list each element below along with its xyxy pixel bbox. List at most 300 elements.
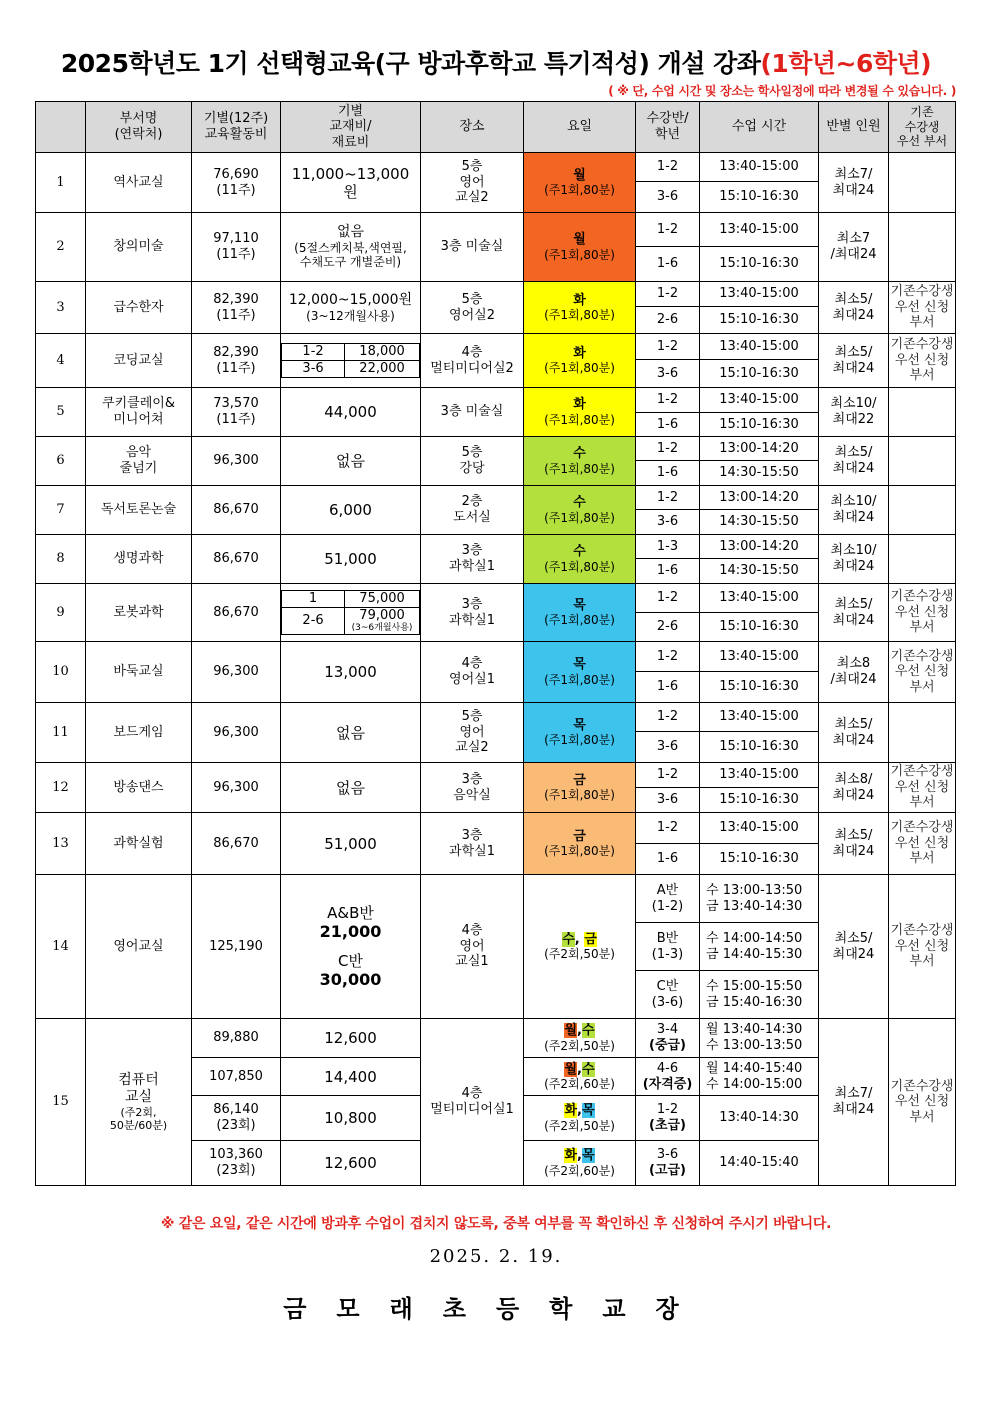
course-material: 13,000 <box>281 642 421 703</box>
row-number: 5 <box>36 388 86 437</box>
material-price-value: 79,000 <box>359 607 405 623</box>
course-place: 4층 멀티미디어실2 <box>421 334 524 388</box>
day-frequency: (주2회,60분) <box>544 1163 615 1178</box>
table-row <box>36 334 956 360</box>
class-time: 14:40-15:40 <box>700 1141 819 1186</box>
header-capacity: 반별 인원 <box>819 102 889 153</box>
class-time: 15:10-16:30 <box>700 182 819 213</box>
course-day <box>524 334 636 388</box>
fee-amount: 97,110 <box>213 231 259 247</box>
class-time: 13:40-14:30 <box>700 1096 819 1141</box>
table-row <box>36 153 956 182</box>
course-material: 없음 <box>281 703 421 763</box>
course-place: 3층 과학실1 <box>421 535 524 584</box>
course-material: 11,000~13,000 원 <box>281 153 421 213</box>
header-priority: 기존 수강생 우선 부서 <box>889 102 956 153</box>
class-capacity: 최소5/ 최대24 <box>819 813 889 875</box>
class-grade: 1-6 <box>636 672 700 703</box>
class-time: 14:30-15:50 <box>700 510 819 535</box>
class-grade: 1-3 <box>636 535 700 559</box>
course-fee <box>192 153 281 213</box>
class-time: 13:40-15:00 <box>700 584 819 613</box>
table-row <box>36 1019 956 1058</box>
class-time: 13:40-15:00 <box>700 763 819 788</box>
class-grade: 1-6 <box>636 559 700 584</box>
course-material: 10,800 <box>281 1096 421 1141</box>
day-label: 수 <box>573 544 586 559</box>
course-day <box>524 1019 636 1058</box>
table-row <box>36 703 956 732</box>
course-day <box>524 535 636 584</box>
class-capacity: 최소8 /최대24 <box>819 642 889 703</box>
table-row <box>36 213 956 247</box>
day-label: 목 <box>573 657 586 672</box>
fee-amount: 82,390 <box>213 344 259 360</box>
course-fee <box>192 584 281 642</box>
class-level: (초급) <box>649 1118 686 1133</box>
class-time: 월 13:40-14:30 수 13:00-13:50 <box>700 1019 819 1058</box>
class-grade-range: 3-4 <box>656 1022 679 1038</box>
material-price-note: (3~6개월사용) <box>351 623 413 634</box>
class-grade: 1-6 <box>636 413 700 437</box>
class-grade <box>636 1019 700 1058</box>
class-grade: 2-6 <box>636 613 700 642</box>
day-label: 월,수 <box>564 1023 595 1038</box>
course-material: 14,400 <box>281 1058 421 1096</box>
day-frequency: (주1회,80분) <box>544 613 615 628</box>
class-grade: 3-6 <box>636 360 700 388</box>
priority-cell: 기존수강생 우선 신청 부서 <box>889 875 956 1019</box>
course-fee <box>192 282 281 334</box>
course-place: 4층 영어 교실1 <box>421 875 524 1019</box>
class-level: (고급) <box>649 1163 686 1178</box>
course-material: 12,600 <box>281 1019 421 1058</box>
class-time: 13:40-15:00 <box>700 282 819 307</box>
fee-weeks: (23회) <box>216 1118 256 1133</box>
course-day <box>524 1141 636 1186</box>
class-capacity: 최소7/ 최대24 <box>819 1019 889 1186</box>
fee-weeks: (11주) <box>216 360 256 376</box>
fee-amount: 103,360 <box>209 1147 263 1163</box>
class-time: 15:10-16:30 <box>700 788 819 813</box>
class-grade: A반 (1-2) <box>636 875 700 923</box>
table-row <box>36 437 956 461</box>
course-fee <box>192 1019 281 1058</box>
day-first: 화 <box>564 1103 578 1118</box>
course-material: 6,000 <box>281 486 421 535</box>
class-level: (중급) <box>649 1038 686 1053</box>
row-number: 15 <box>36 1019 86 1186</box>
table-row <box>36 763 956 788</box>
class-time: 15:10-16:30 <box>700 844 819 875</box>
material-class-ab-price: 21,000 <box>319 922 382 942</box>
class-grade: 1-2 <box>636 584 700 613</box>
course-name: 코딩교실 <box>86 334 192 388</box>
course-place: 2층 도서실 <box>421 486 524 535</box>
course-name: 음악 줄넘기 <box>86 437 192 486</box>
class-time: 15:10-16:30 <box>700 613 819 642</box>
day-label: 목 <box>573 597 586 613</box>
course-fee <box>192 1141 281 1186</box>
class-capacity: 최소5/ 최대24 <box>819 875 889 1019</box>
class-time: 15:10-16:30 <box>700 247 819 282</box>
class-grade: 3-6 <box>636 788 700 813</box>
table-row <box>36 584 956 613</box>
course-fee <box>192 642 281 703</box>
course-day <box>524 763 636 813</box>
table-row <box>36 486 956 510</box>
day-frequency: (주1회,80분) <box>544 308 615 323</box>
class-time: 15:10-16:30 <box>700 732 819 763</box>
day-label: 목 <box>573 717 586 733</box>
material-grid <box>281 343 420 377</box>
class-time: 15:10-16:30 <box>700 360 819 388</box>
priority-cell: 기존수강생 우선 신청 부서 <box>889 334 956 388</box>
material-split <box>281 334 421 388</box>
class-grade: 1-6 <box>636 844 700 875</box>
class-capacity: 최소10/ 최대22 <box>819 388 889 437</box>
class-time: 13:40-15:00 <box>700 213 819 247</box>
course-table <box>35 101 956 1186</box>
course-day <box>524 875 636 1019</box>
course-material: 없음 <box>281 763 421 813</box>
class-time: 15:10-16:30 <box>700 413 819 437</box>
class-capacity: 최소5/ 최대24 <box>819 334 889 388</box>
course-fee <box>192 388 281 437</box>
row-number: 4 <box>36 334 86 388</box>
page-title: 2025학년도 1기 선택형교육(구 방과후학교 특기적성) 개설 강좌(1학년~6학년) <box>60 49 932 78</box>
class-time: 수 13:00-13:50 금 13:40-14:30 <box>700 875 819 923</box>
priority-cell <box>889 153 956 213</box>
material-grade: 3-6 <box>282 361 345 378</box>
day-frequency: (주2회,50분) <box>544 1118 615 1133</box>
day-wed: 수 <box>562 931 575 947</box>
row-number: 14 <box>36 875 86 1019</box>
day-second: 목 <box>581 1103 595 1118</box>
day-frequency: (주1회,80분) <box>544 183 615 198</box>
day-label: 금 <box>573 828 586 844</box>
row-number: 3 <box>36 282 86 334</box>
class-capacity: 최소5/ 최대24 <box>819 703 889 763</box>
material-price <box>345 361 420 378</box>
class-grade: B반 (1-3) <box>636 923 700 971</box>
class-time: 13:40-15:00 <box>700 388 819 413</box>
priority-cell: 기존수강생 우선 신청 부서 <box>889 642 956 703</box>
priority-cell: 기존수강생 우선 신청 부서 <box>889 584 956 642</box>
fee-amount: 89,880 <box>213 1030 259 1046</box>
class-time: 13:40-15:00 <box>700 153 819 182</box>
course-day <box>524 486 636 535</box>
row-number: 10 <box>36 642 86 703</box>
header-fee: 기별(12주) 교육활동비 <box>192 102 281 153</box>
footer-note: ※ 같은 요일, 같은 시간에 방과후 수업이 겹치지 않도록, 중복 여부를 꼭 확인하신 후 신청하여 주시기 바랍니다. <box>160 1216 832 1232</box>
course-material <box>281 282 421 334</box>
fee-amount: 96,300 <box>213 779 259 795</box>
day-frequency: (주1회,80분) <box>544 361 615 376</box>
day-frequency: (주2회,60분) <box>544 1077 615 1092</box>
course-material: 44,000 <box>281 388 421 437</box>
material-grade: 1-2 <box>282 344 345 361</box>
class-time: 14:30-15:50 <box>700 559 819 584</box>
material-price: 75,000 <box>345 591 420 608</box>
course-name: 역사교실 <box>86 153 192 213</box>
fee-amount: 86,140 <box>213 1102 259 1118</box>
course-day <box>524 437 636 486</box>
class-grade: 1-2 <box>636 813 700 844</box>
row-number: 7 <box>36 486 86 535</box>
page-title-accent: (1학년~6학년) <box>760 49 932 78</box>
class-capacity: 최소5/ 최대24 <box>819 437 889 486</box>
class-time: 13:00-14:20 <box>700 437 819 461</box>
course-material: 51,000 <box>281 535 421 584</box>
class-grade: 1-2 <box>636 282 700 307</box>
material-main: 없음 <box>336 224 365 241</box>
course-name <box>86 1019 192 1186</box>
course-fee <box>192 703 281 763</box>
course-place: 3층 미술실 <box>421 388 524 437</box>
class-grade: 1-2 <box>636 388 700 413</box>
row-number: 2 <box>36 213 86 282</box>
fee-weeks: (11주) <box>216 247 256 262</box>
header-time: 수업 시간 <box>700 102 819 153</box>
header-no <box>36 102 86 153</box>
priority-cell <box>889 388 956 437</box>
course-place: 4층 멀티미디어실1 <box>421 1019 524 1186</box>
course-name: 과학실험 <box>86 813 192 875</box>
class-time: 13:40-15:00 <box>700 642 819 672</box>
class-grade <box>636 1141 700 1186</box>
day-label: 월 <box>573 167 586 183</box>
course-place: 5층 강당 <box>421 437 524 486</box>
course-day <box>524 213 636 282</box>
class-grade <box>636 1096 700 1141</box>
course-material: 51,000 <box>281 813 421 875</box>
class-grade: 1-2 <box>636 437 700 461</box>
class-grade: 2-6 <box>636 307 700 334</box>
course-fee <box>192 437 281 486</box>
class-capacity: 최소7 /최대24 <box>819 213 889 282</box>
course-day <box>524 584 636 642</box>
course-material: 없음 <box>281 437 421 486</box>
day-label: 월,수 <box>564 1061 595 1077</box>
day-frequency: (주1회,80분) <box>544 247 615 262</box>
material-sub: (3~12개월사용) <box>306 308 395 323</box>
class-grade: 1-2 <box>636 334 700 360</box>
day-frequency: (주1회,80분) <box>544 672 615 687</box>
course-day <box>524 153 636 213</box>
fee-amount: 96,300 <box>213 664 259 680</box>
material-price-value: 22,000 <box>359 361 405 376</box>
class-time: 13:40-15:00 <box>700 703 819 732</box>
course-place: 3층 미술실 <box>421 213 524 282</box>
course-fee <box>192 813 281 875</box>
priority-cell <box>889 486 956 535</box>
class-capacity: 최소5/ 최대24 <box>819 282 889 334</box>
class-time: 13:00-14:20 <box>700 535 819 559</box>
course-place: 3층 음악실 <box>421 763 524 813</box>
material-class-c: C반 <box>338 951 363 970</box>
header-grade: 수강반/ 학년 <box>636 102 700 153</box>
class-time: 15:10-16:30 <box>700 672 819 703</box>
course-fee: 125,190 <box>192 875 281 1019</box>
day-label: 수 <box>573 446 586 461</box>
course-place: 4층 영어실1 <box>421 642 524 703</box>
table-row <box>36 642 956 672</box>
class-level: (자격증) <box>642 1076 693 1092</box>
course-name: 바둑교실 <box>86 642 192 703</box>
day-first: 화 <box>564 1148 578 1163</box>
class-time: 월 14:40-15:40 수 14:00-15:00 <box>700 1058 819 1096</box>
course-place: 5층 영어실2 <box>421 282 524 334</box>
course-name-sub: (주2회, 50분/60분) <box>109 1105 168 1132</box>
fee-amount: 73,570 <box>213 396 259 412</box>
header-day: 요일 <box>524 102 636 153</box>
course-material <box>281 875 421 1019</box>
day-label: 금 <box>573 772 586 788</box>
header-dept: 부서명 (연락처) <box>86 102 192 153</box>
class-capacity: 최소10/ 최대24 <box>819 535 889 584</box>
day-label: 수 <box>573 495 586 510</box>
class-grade: 3-6 <box>636 732 700 763</box>
day-second: 목 <box>581 1148 595 1163</box>
course-place: 5층 영어 교실2 <box>421 153 524 213</box>
course-name: 생명과학 <box>86 535 192 584</box>
course-name: 방송댄스 <box>86 763 192 813</box>
course-name: 쿠키클레이& 미니어쳐 <box>86 388 192 437</box>
material-grid <box>281 590 420 635</box>
priority-cell: 기존수강생 우선 신청 부서 <box>889 813 956 875</box>
course-material: 12,600 <box>281 1141 421 1186</box>
course-name: 로봇과학 <box>86 584 192 642</box>
course-day <box>524 642 636 703</box>
class-grade: 1-2 <box>636 486 700 510</box>
course-material <box>281 213 421 282</box>
class-grade: 1-2 <box>636 153 700 182</box>
material-grade: 2-6 <box>282 607 345 634</box>
fee-amount: 86,670 <box>213 604 259 620</box>
class-grade-range: 1-2 <box>656 1102 679 1118</box>
row-number: 1 <box>36 153 86 213</box>
class-grade: 1-6 <box>636 461 700 486</box>
day-first: 월 <box>564 1061 578 1077</box>
class-grade: 1-2 <box>636 642 700 672</box>
fee-amount: 107,850 <box>209 1068 263 1084</box>
class-grade: 3-6 <box>636 182 700 213</box>
fee-weeks: (11주) <box>216 412 256 427</box>
fee-amount: 82,390 <box>213 291 259 307</box>
course-fee <box>192 535 281 584</box>
table-row <box>36 388 956 413</box>
course-fee <box>192 1058 281 1096</box>
course-day <box>524 388 636 437</box>
table-row <box>36 875 956 923</box>
class-grade: 1-2 <box>636 763 700 788</box>
course-day <box>524 282 636 334</box>
day-frequency: (주1회,80분) <box>544 559 615 574</box>
day-second: 수 <box>581 1023 595 1038</box>
day-frequency: (주1회,80분) <box>544 788 615 803</box>
day-frequency: (주2회,50분) <box>544 947 615 962</box>
class-time: 13:00-14:20 <box>700 486 819 510</box>
class-time: 13:40-15:00 <box>700 334 819 360</box>
day-label: 월 <box>573 232 586 247</box>
day-frequency: (주2회,50분) <box>544 1038 615 1053</box>
material-class-ab: A&B반 <box>327 904 374 923</box>
header-place: 장소 <box>421 102 524 153</box>
fee-amount: 86,670 <box>213 551 259 567</box>
row-number: 11 <box>36 703 86 763</box>
table-header-row <box>36 102 956 153</box>
class-grade <box>636 1058 700 1096</box>
class-capacity: 최소8/ 최대24 <box>819 763 889 813</box>
class-grade-range: 4-6 <box>656 1060 679 1076</box>
day-label: 화 <box>573 292 586 308</box>
day-frequency: (주1회,80분) <box>544 461 615 476</box>
course-place: 3층 과학실1 <box>421 813 524 875</box>
day-fri: 금 <box>584 931 597 947</box>
class-capacity: 최소5/ 최대24 <box>819 584 889 642</box>
class-capacity: 최소7/ 최대24 <box>819 153 889 213</box>
course-day <box>524 703 636 763</box>
material-split <box>281 584 421 642</box>
row-number: 12 <box>36 763 86 813</box>
class-time: 13:40-15:00 <box>700 813 819 844</box>
top-note: ( ※ 단, 수업 시간 및 장소는 학사일정에 따라 변경될 수 있습니다. ) <box>608 84 956 98</box>
course-name: 보드게임 <box>86 703 192 763</box>
fee-weeks: (23회) <box>216 1163 256 1178</box>
course-place: 5층 영어 교실2 <box>421 703 524 763</box>
course-day <box>524 813 636 875</box>
priority-cell: 기존수강생 우선 신청 부서 <box>889 282 956 334</box>
row-number: 9 <box>36 584 86 642</box>
class-grade-range: 3-6 <box>656 1147 679 1163</box>
day-frequency: (주1회,80분) <box>544 412 615 427</box>
day-label: 수, 금 <box>562 931 597 947</box>
priority-cell <box>889 535 956 584</box>
fee-amount: 76,690 <box>213 166 259 182</box>
priority-cell <box>889 213 956 282</box>
class-grade: 1-2 <box>636 703 700 732</box>
class-grade: C반 (3-6) <box>636 971 700 1019</box>
priority-cell <box>889 437 956 486</box>
course-name: 창의미술 <box>86 213 192 282</box>
priority-cell: 기존수강생 우선 신청 부서 <box>889 1019 956 1186</box>
fee-weeks: (11주) <box>216 307 256 323</box>
material-sub: (5절스케치북,색연필, 수채도구 개별준비) <box>294 241 407 270</box>
material-main: 12,000~15,000원 <box>288 291 413 308</box>
material-grade: 1 <box>282 591 345 608</box>
material-price: 18,000 <box>345 344 420 361</box>
table-row <box>36 535 956 559</box>
day-frequency: (주1회,80분) <box>544 733 615 748</box>
priority-cell: 기존수강생 우선 신청 부서 <box>889 763 956 813</box>
day-first: 월 <box>564 1023 578 1038</box>
course-fee <box>192 213 281 282</box>
course-name-label: 컴퓨터 교실 <box>118 1072 159 1105</box>
document-date: 2025. 2. 19. <box>429 1246 563 1267</box>
principal-signature: 금모래초등학교장 <box>283 1294 709 1323</box>
fee-amount: 86,670 <box>213 835 259 851</box>
course-fee <box>192 334 281 388</box>
course-day <box>524 1096 636 1141</box>
header-material: 기별 교재비/ 재료비 <box>281 102 421 153</box>
fee-amount: 96,300 <box>213 453 259 469</box>
day-label: 화 <box>573 345 586 361</box>
day-label: 화,목 <box>564 1103 595 1118</box>
course-name: 급수한자 <box>86 282 192 334</box>
fee-amount: 86,670 <box>213 502 259 518</box>
class-time: 수 14:00-14:50 금 14:40-15:30 <box>700 923 819 971</box>
